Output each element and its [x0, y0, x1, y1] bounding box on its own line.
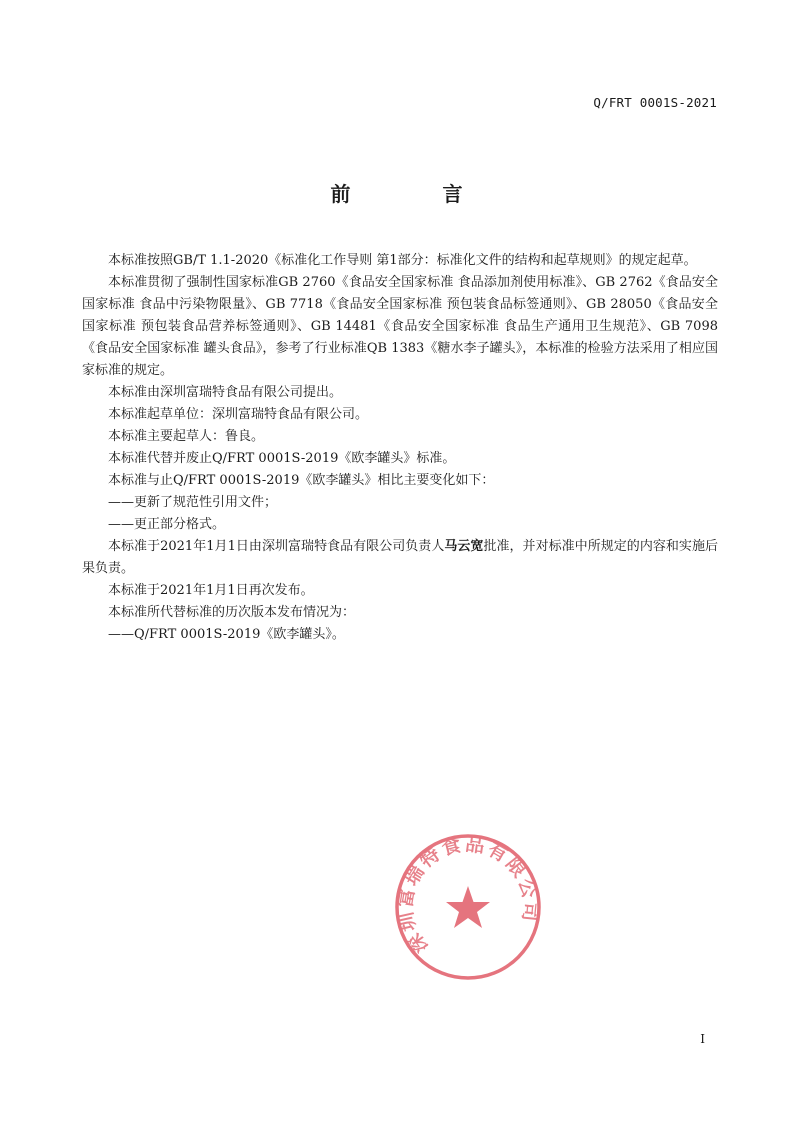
- page-title: 前 言: [330, 182, 499, 206]
- paragraph-main-drafter: 本标准主要起草人：鲁良。: [108, 429, 265, 444]
- paragraph-drafting-rules: 本标准按照GB/T 1.1-2020《标准化工作导则 第1部分：标准化文件的结构和起草规则》的规定起草。: [108, 253, 697, 268]
- paragraph-replaces: 本标准代替并废止Q/FRT 0001S-2019《欧李罐头》标准。: [108, 451, 456, 466]
- document-body: [82, 250, 718, 646]
- paragraph-changes-intro: 本标准与止Q/FRT 0001S-2019《欧李罐头》相比主要变化如下：: [108, 473, 495, 488]
- page-number: I: [700, 1032, 705, 1046]
- list-item-change: ——更正部分格式。: [108, 517, 226, 532]
- list-item-change: ——更新了规范性引用文件；: [108, 495, 278, 510]
- paragraph-referenced-standards: 本标准贯彻了强制性国家标准GB 2760《食品安全国家标准 食品添加剂使用标准》、GB 2762《食品安全国家标准 食品中污染物限量》、GB 7718《食品安全国家标准 预包装食品标签通则》、GB 28050《食品安全国家标准 预包装食品营养标签通则》、GB 14481《食品安全国家标准 食品生产通用卫生规范》、GB 7098《食品安全国家标准 罐头食品》，参考了行业标准QB 1383《糖水李子罐头》，本标准的检验方法采用了相应国家标准的规定。: [82, 275, 718, 378]
- seal-star-icon: [446, 886, 490, 928]
- list-item-history: ——Q/FRT 0001S-2019《欧李罐头》。: [108, 627, 345, 642]
- seal-company-name: 深圳富瑞特食品有限公司: [394, 833, 542, 958]
- paragraph-proposer: 本标准由深圳富瑞特食品有限公司提出。: [108, 385, 343, 400]
- paragraph-history-intro: 本标准所代替标准的历次版本发布情况为：: [108, 605, 356, 620]
- paragraph-approval: [82, 536, 718, 580]
- approval-text-after: 批准，并对标准中所规定的内容和实施后果负责。: [82, 539, 718, 576]
- paragraph-republished: 本标准于2021年1月1日再次发布。: [108, 583, 314, 598]
- company-seal-stamp: [393, 832, 543, 982]
- signer-name: 马云宽: [444, 539, 484, 554]
- paragraph-drafting-unit: 本标准起草单位：深圳富瑞特食品有限公司。: [108, 407, 369, 422]
- approval-text-before: 本标准于2021年1月1日由深圳富瑞特食品有限公司负责人: [108, 539, 445, 554]
- document-code: Q/FRT 0001S-2021: [593, 95, 717, 110]
